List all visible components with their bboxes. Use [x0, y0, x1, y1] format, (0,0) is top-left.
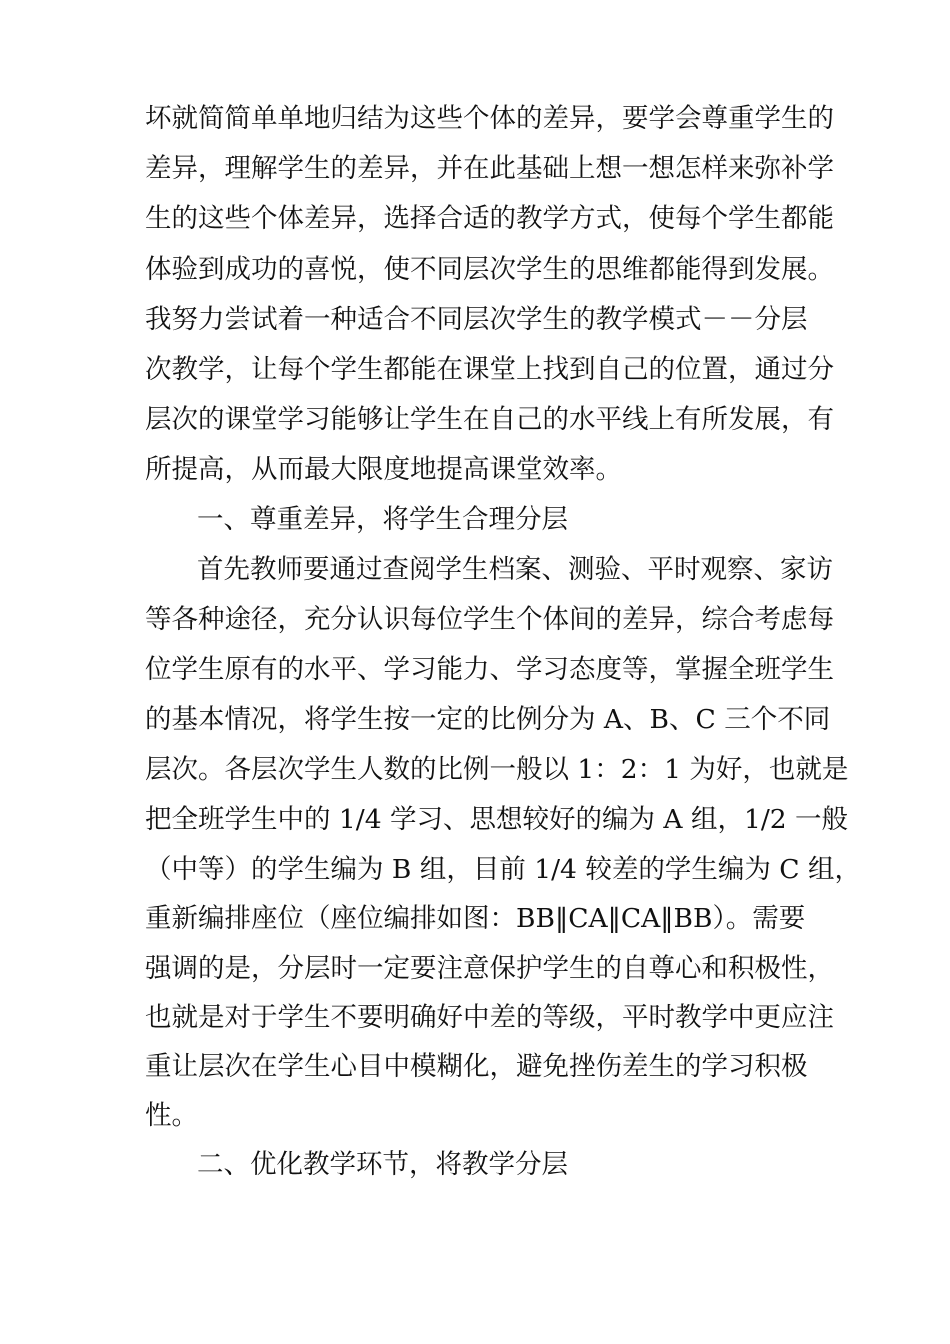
body-text-line: 生的这些个体差异，选择合适的教学方式，使每个学生都能: [145, 203, 834, 234]
body-text-line: 次教学，让每个学生都能在课堂上找到自己的位置，通过分: [145, 354, 834, 385]
body-text-line: 强调的是，分层时一定要注意保护学生的自尊心和积极性，: [145, 953, 834, 984]
body-text-line: 层次的课堂学习能够让学生在自己的水平线上有所发展，有: [145, 404, 834, 435]
body-text-line: 重新编排座位（座位编排如图：BB‖CA‖CA‖BB）。需要: [145, 903, 806, 934]
section-heading: 一、尊重差异，将学生合理分层: [197, 504, 568, 535]
body-text-line: 等各种途径，充分认识每位学生个体间的差异，综合考虑每: [145, 604, 834, 635]
body-text-line: 体验到成功的喜悦，使不同层次学生的思维都能得到发展。: [145, 254, 834, 285]
body-text-line: 性。: [145, 1100, 198, 1131]
body-text-line: 差异，理解学生的差异，并在此基础上想一想怎样来弥补学: [145, 153, 834, 184]
body-text-line: 首先教师要通过查阅学生档案、测验、平时观察、家访: [197, 554, 833, 585]
body-text-line: 所提高，从而最大限度地提高课堂效率。: [145, 454, 622, 485]
body-text-line: 位学生原有的水平、学习能力、学习态度等，掌握全班学生: [145, 654, 834, 685]
body-text-line: （中等）的学生编为 B 组，目前 1/4 较差的学生编为 C 组，: [145, 854, 861, 885]
body-text-line: 坏就简简单单地归结为这些个体的差异，要学会尊重学生的: [145, 103, 834, 134]
section-heading: 二、优化教学环节，将教学分层: [197, 1149, 568, 1180]
body-text-line: 层次。各层次学生人数的比例一般以 1：2：1 为好，也就是: [145, 754, 849, 785]
body-text-line: 重让层次在学生心目中模糊化，避免挫伤差生的学习积极: [145, 1051, 808, 1082]
body-text-line: 的基本情况，将学生按一定的比例分为 A、B、C 三个不同: [145, 704, 831, 735]
body-text-line: 也就是对于学生不要明确好中差的等级，平时教学中更应注: [145, 1002, 834, 1033]
body-text-line: 把全班学生中的 1/4 学习、思想较好的编为 A 组，1/2 一般: [145, 804, 849, 835]
body-text-line: 我努力尝试着一种适合不同层次学生的教学模式－－分层: [145, 304, 808, 335]
